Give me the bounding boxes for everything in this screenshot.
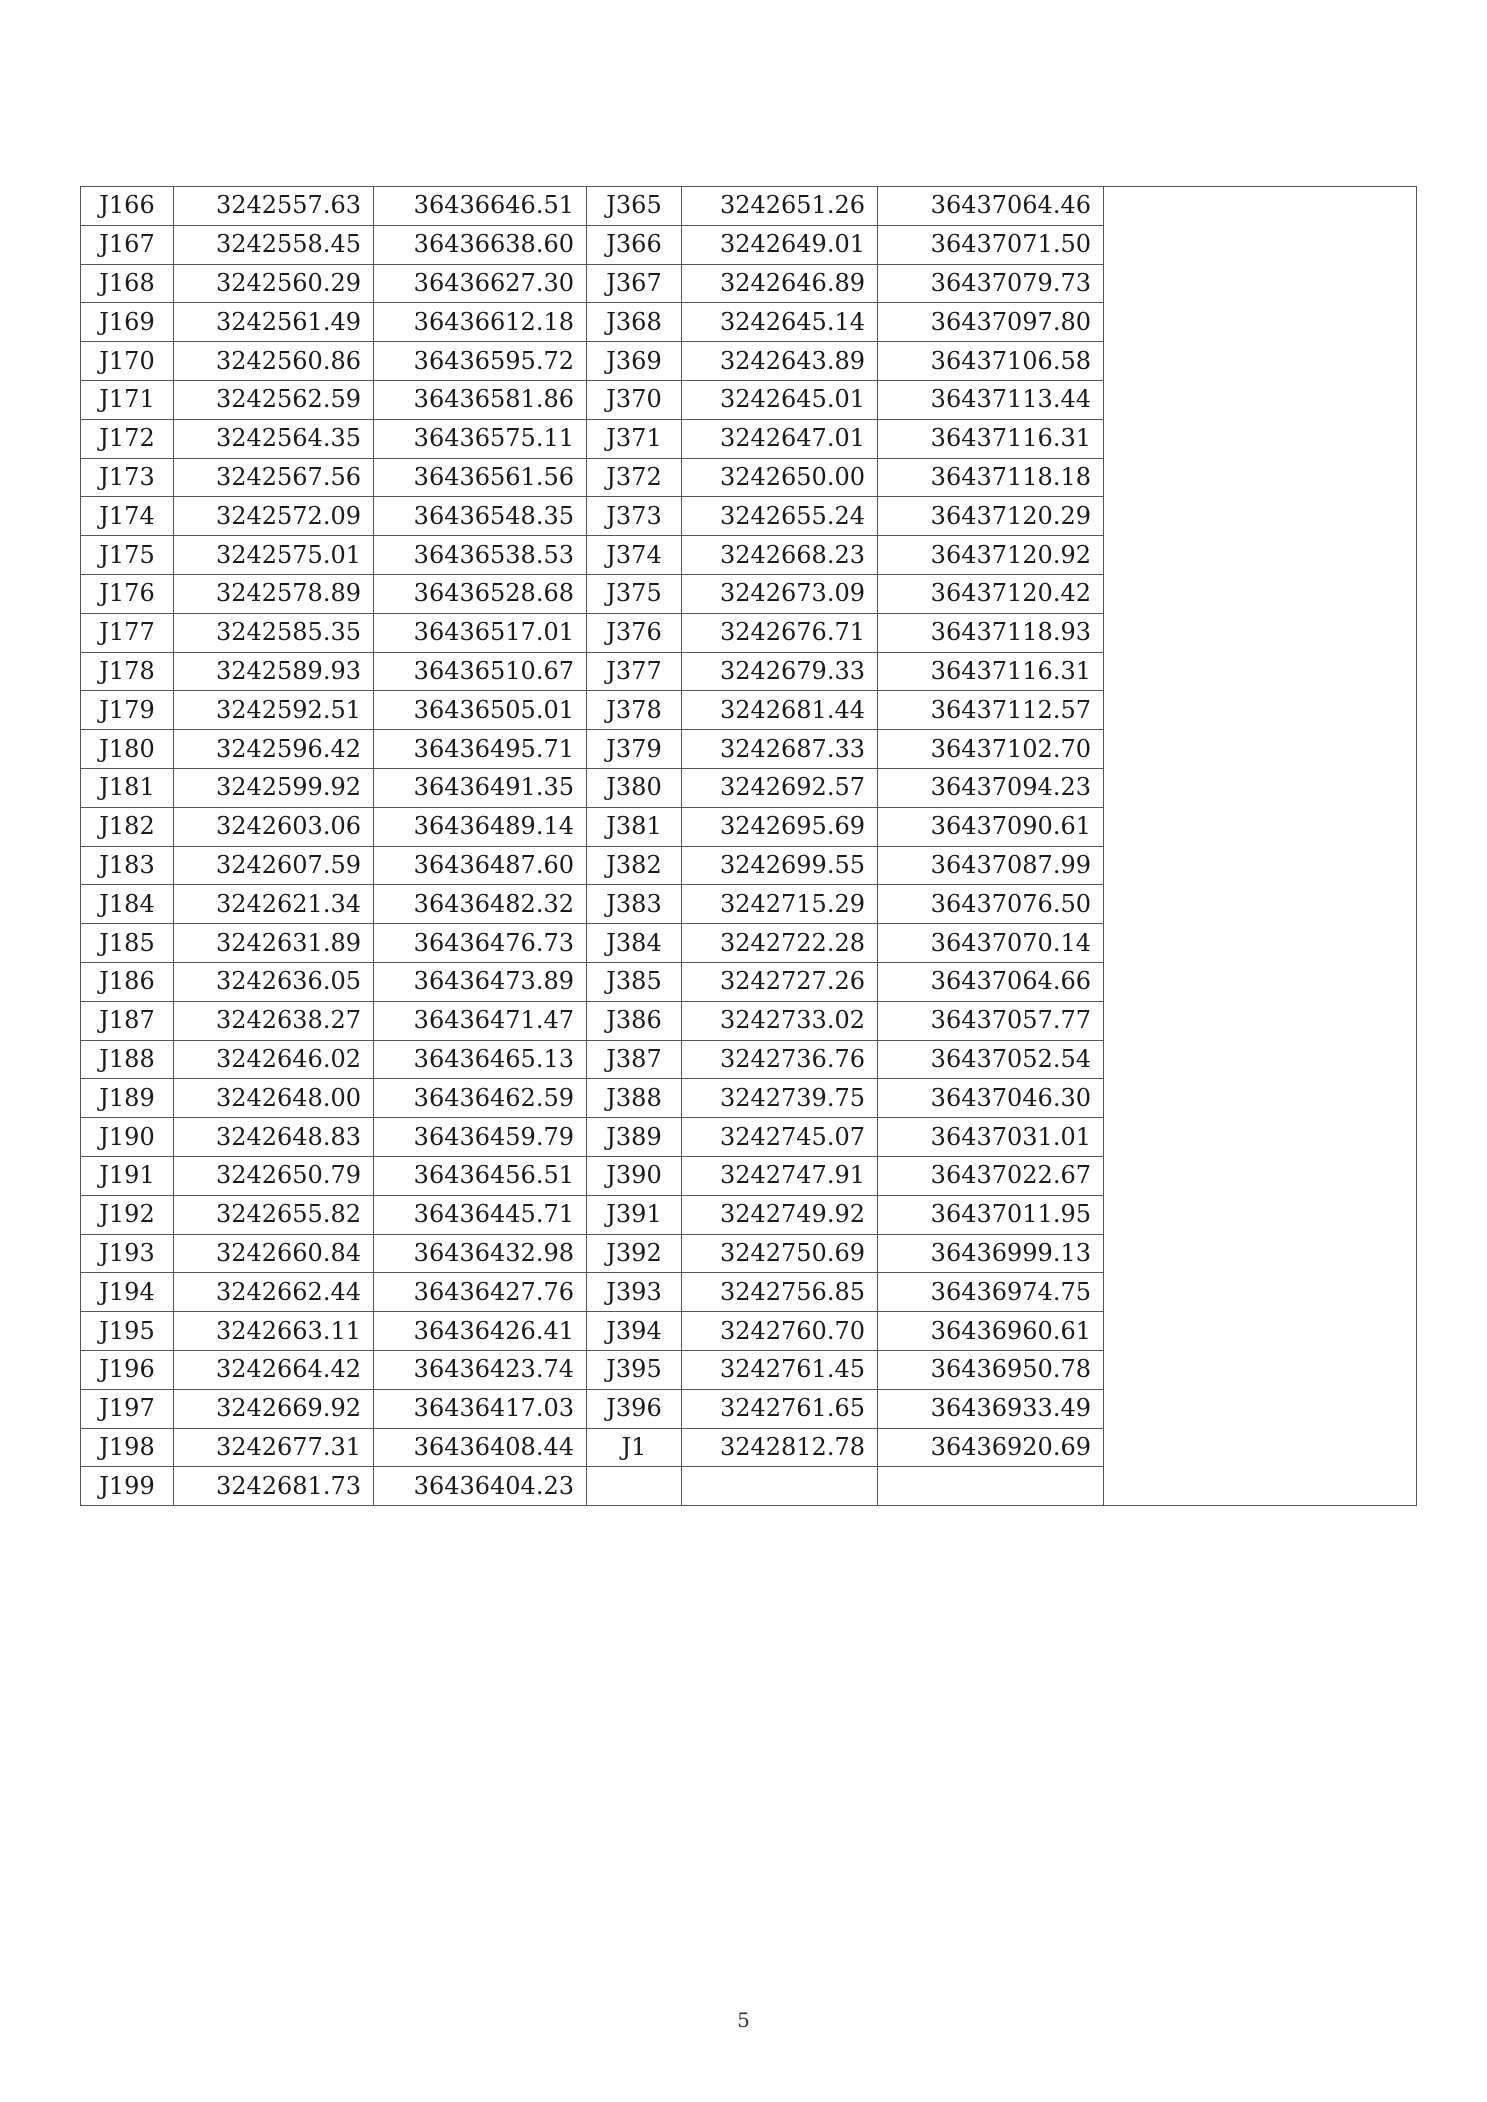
right-x-coordinate-cell: 3242739.75	[682, 1079, 878, 1118]
left-point-id-cell: J199	[81, 1467, 174, 1506]
right-y-coordinate-cell: 36437102.70	[878, 730, 1104, 769]
right-x-coordinate-cell: 3242687.33	[682, 730, 878, 769]
right-point-id-cell: J378	[587, 691, 682, 730]
right-x-coordinate-cell: 3242692.57	[682, 768, 878, 807]
left-x-coordinate-cell: 3242564.35	[174, 419, 374, 458]
left-x-coordinate-cell: 3242638.27	[174, 1001, 374, 1040]
left-point-id-cell: J171	[81, 380, 174, 419]
left-y-coordinate-cell: 36436495.71	[374, 730, 587, 769]
left-y-coordinate-cell: 36436456.51	[374, 1156, 587, 1195]
right-x-coordinate-cell: 3242760.70	[682, 1312, 878, 1351]
right-y-coordinate-cell: 36437106.58	[878, 342, 1104, 381]
left-point-id-cell: J184	[81, 885, 174, 924]
left-y-coordinate-cell: 36436408.44	[374, 1428, 587, 1467]
right-x-coordinate-cell: 3242733.02	[682, 1001, 878, 1040]
right-x-coordinate-cell: 3242756.85	[682, 1273, 878, 1312]
right-x-coordinate-cell: 3242727.26	[682, 962, 878, 1001]
right-x-coordinate-cell: 3242695.69	[682, 807, 878, 846]
coordinate-table-body	[81, 187, 1417, 1506]
right-point-id-cell: J375	[587, 574, 682, 613]
left-y-coordinate-cell: 36436423.74	[374, 1350, 587, 1389]
left-point-id-cell: J168	[81, 264, 174, 303]
right-y-coordinate-cell: 36437112.57	[878, 691, 1104, 730]
left-y-coordinate-cell: 36436538.53	[374, 536, 587, 575]
right-point-id-cell: J385	[587, 962, 682, 1001]
left-point-id-cell: J190	[81, 1118, 174, 1157]
right-y-coordinate-cell: 36437087.99	[878, 846, 1104, 885]
right-point-id-cell: J1	[587, 1428, 682, 1467]
right-x-coordinate-cell: 3242715.29	[682, 885, 878, 924]
right-y-coordinate-cell: 36437076.50	[878, 885, 1104, 924]
right-x-coordinate-cell: 3242749.92	[682, 1195, 878, 1234]
right-point-id-cell: J380	[587, 768, 682, 807]
left-y-coordinate-cell: 36436445.71	[374, 1195, 587, 1234]
left-x-coordinate-cell: 3242578.89	[174, 574, 374, 613]
left-x-coordinate-cell: 3242660.84	[174, 1234, 374, 1273]
left-x-coordinate-cell: 3242631.89	[174, 924, 374, 963]
left-y-coordinate-cell: 36436491.35	[374, 768, 587, 807]
right-x-coordinate-cell: 3242761.65	[682, 1389, 878, 1428]
left-y-coordinate-cell: 36436487.60	[374, 846, 587, 885]
right-y-coordinate-cell: 36437046.30	[878, 1079, 1104, 1118]
left-y-coordinate-cell: 36436427.76	[374, 1273, 587, 1312]
right-y-coordinate-cell: 36437064.66	[878, 962, 1104, 1001]
left-x-coordinate-cell: 3242655.82	[174, 1195, 374, 1234]
right-y-coordinate-cell: 36436960.61	[878, 1312, 1104, 1351]
right-x-coordinate-cell: 3242679.33	[682, 652, 878, 691]
right-point-id-cell: J379	[587, 730, 682, 769]
left-x-coordinate-cell: 3242562.59	[174, 380, 374, 419]
right-x-coordinate-cell: 3242646.89	[682, 264, 878, 303]
left-point-id-cell: J186	[81, 962, 174, 1001]
right-y-coordinate-cell: 36436950.78	[878, 1350, 1104, 1389]
left-y-coordinate-cell: 36436548.35	[374, 497, 587, 536]
right-y-coordinate-cell	[878, 1467, 1104, 1506]
left-y-coordinate-cell: 36436473.89	[374, 962, 587, 1001]
right-y-coordinate-cell: 36437120.42	[878, 574, 1104, 613]
left-y-coordinate-cell: 36436510.67	[374, 652, 587, 691]
left-point-id-cell: J176	[81, 574, 174, 613]
right-point-id-cell: J391	[587, 1195, 682, 1234]
left-x-coordinate-cell: 3242648.00	[174, 1079, 374, 1118]
right-point-id-cell: J396	[587, 1389, 682, 1428]
right-y-coordinate-cell: 36436974.75	[878, 1273, 1104, 1312]
right-x-coordinate-cell: 3242655.24	[682, 497, 878, 536]
right-point-id-cell: J394	[587, 1312, 682, 1351]
left-x-coordinate-cell: 3242650.79	[174, 1156, 374, 1195]
right-x-coordinate-cell: 3242645.14	[682, 303, 878, 342]
right-point-id-cell: J376	[587, 613, 682, 652]
right-y-coordinate-cell: 36437031.01	[878, 1118, 1104, 1157]
right-point-id-cell: J392	[587, 1234, 682, 1273]
right-x-coordinate-cell: 3242676.71	[682, 613, 878, 652]
left-point-id-cell: J195	[81, 1312, 174, 1351]
left-point-id-cell: J188	[81, 1040, 174, 1079]
right-x-coordinate-cell: 3242812.78	[682, 1428, 878, 1467]
right-y-coordinate-cell: 36437118.93	[878, 613, 1104, 652]
right-y-coordinate-cell: 36437071.50	[878, 225, 1104, 264]
left-y-coordinate-cell: 36436482.32	[374, 885, 587, 924]
right-y-coordinate-cell: 36436920.69	[878, 1428, 1104, 1467]
right-y-coordinate-cell: 36436999.13	[878, 1234, 1104, 1273]
left-point-id-cell: J196	[81, 1350, 174, 1389]
right-x-coordinate-cell: 3242747.91	[682, 1156, 878, 1195]
left-point-id-cell: J185	[81, 924, 174, 963]
left-point-id-cell: J198	[81, 1428, 174, 1467]
left-y-coordinate-cell: 36436476.73	[374, 924, 587, 963]
right-x-coordinate-cell: 3242668.23	[682, 536, 878, 575]
right-point-id-cell: J383	[587, 885, 682, 924]
left-x-coordinate-cell: 3242585.35	[174, 613, 374, 652]
right-y-coordinate-cell: 36437090.61	[878, 807, 1104, 846]
right-point-id-cell: J373	[587, 497, 682, 536]
right-point-id-cell: J393	[587, 1273, 682, 1312]
left-y-coordinate-cell: 36436471.47	[374, 1001, 587, 1040]
left-y-coordinate-cell: 36436459.79	[374, 1118, 587, 1157]
right-y-coordinate-cell: 36437113.44	[878, 380, 1104, 419]
right-x-coordinate-cell: 3242750.69	[682, 1234, 878, 1273]
left-point-id-cell: J183	[81, 846, 174, 885]
left-x-coordinate-cell: 3242664.42	[174, 1350, 374, 1389]
right-point-id-cell: J367	[587, 264, 682, 303]
left-y-coordinate-cell: 36436595.72	[374, 342, 587, 381]
right-y-coordinate-cell: 36437070.14	[878, 924, 1104, 963]
coordinate-table	[80, 186, 1417, 1506]
right-point-id-cell: J370	[587, 380, 682, 419]
right-point-id-cell: J390	[587, 1156, 682, 1195]
table-row	[81, 187, 1417, 226]
right-x-coordinate-cell: 3242651.26	[682, 187, 878, 226]
left-point-id-cell: J178	[81, 652, 174, 691]
left-point-id-cell: J180	[81, 730, 174, 769]
left-x-coordinate-cell: 3242557.63	[174, 187, 374, 226]
right-x-coordinate-cell: 3242699.55	[682, 846, 878, 885]
left-y-coordinate-cell: 36436432.98	[374, 1234, 587, 1273]
right-y-coordinate-cell: 36437079.73	[878, 264, 1104, 303]
left-x-coordinate-cell: 3242560.29	[174, 264, 374, 303]
right-point-id-cell	[587, 1467, 682, 1506]
left-y-coordinate-cell: 36436489.14	[374, 807, 587, 846]
right-y-coordinate-cell: 36437118.18	[878, 458, 1104, 497]
right-point-id-cell: J381	[587, 807, 682, 846]
right-point-id-cell: J387	[587, 1040, 682, 1079]
right-y-coordinate-cell: 36436933.49	[878, 1389, 1104, 1428]
left-y-coordinate-cell: 36436505.01	[374, 691, 587, 730]
right-point-id-cell: J395	[587, 1350, 682, 1389]
empty-column-cell	[1104, 187, 1417, 1506]
right-x-coordinate-cell: 3242736.76	[682, 1040, 878, 1079]
left-point-id-cell: J187	[81, 1001, 174, 1040]
left-x-coordinate-cell: 3242663.11	[174, 1312, 374, 1351]
right-x-coordinate-cell: 3242745.07	[682, 1118, 878, 1157]
left-y-coordinate-cell: 36436581.86	[374, 380, 587, 419]
left-y-coordinate-cell: 36436612.18	[374, 303, 587, 342]
left-point-id-cell: J189	[81, 1079, 174, 1118]
right-y-coordinate-cell: 36437011.95	[878, 1195, 1104, 1234]
right-point-id-cell: J386	[587, 1001, 682, 1040]
left-x-coordinate-cell: 3242607.59	[174, 846, 374, 885]
right-x-coordinate-cell: 3242650.00	[682, 458, 878, 497]
right-y-coordinate-cell: 36437022.67	[878, 1156, 1104, 1195]
left-x-coordinate-cell: 3242621.34	[174, 885, 374, 924]
right-y-coordinate-cell: 36437116.31	[878, 652, 1104, 691]
right-y-coordinate-cell: 36437057.77	[878, 1001, 1104, 1040]
right-y-coordinate-cell: 36437120.92	[878, 536, 1104, 575]
right-x-coordinate-cell: 3242645.01	[682, 380, 878, 419]
left-point-id-cell: J175	[81, 536, 174, 575]
right-y-coordinate-cell: 36437094.23	[878, 768, 1104, 807]
right-point-id-cell: J382	[587, 846, 682, 885]
right-point-id-cell: J388	[587, 1079, 682, 1118]
left-point-id-cell: J170	[81, 342, 174, 381]
left-x-coordinate-cell: 3242560.86	[174, 342, 374, 381]
left-y-coordinate-cell: 36436417.03	[374, 1389, 587, 1428]
left-x-coordinate-cell: 3242596.42	[174, 730, 374, 769]
left-x-coordinate-cell: 3242599.92	[174, 768, 374, 807]
right-point-id-cell: J368	[587, 303, 682, 342]
left-x-coordinate-cell: 3242561.49	[174, 303, 374, 342]
right-y-coordinate-cell: 36437116.31	[878, 419, 1104, 458]
right-x-coordinate-cell: 3242647.01	[682, 419, 878, 458]
left-x-coordinate-cell: 3242636.05	[174, 962, 374, 1001]
left-y-coordinate-cell: 36436575.11	[374, 419, 587, 458]
left-point-id-cell: J193	[81, 1234, 174, 1273]
left-point-id-cell: J172	[81, 419, 174, 458]
right-x-coordinate-cell: 3242643.89	[682, 342, 878, 381]
right-point-id-cell: J374	[587, 536, 682, 575]
right-x-coordinate-cell: 3242673.09	[682, 574, 878, 613]
left-point-id-cell: J166	[81, 187, 174, 226]
right-y-coordinate-cell: 36437120.29	[878, 497, 1104, 536]
right-point-id-cell: J369	[587, 342, 682, 381]
left-x-coordinate-cell: 3242648.83	[174, 1118, 374, 1157]
left-y-coordinate-cell: 36436627.30	[374, 264, 587, 303]
right-y-coordinate-cell: 36437064.46	[878, 187, 1104, 226]
right-point-id-cell: J389	[587, 1118, 682, 1157]
left-point-id-cell: J182	[81, 807, 174, 846]
left-point-id-cell: J194	[81, 1273, 174, 1312]
left-y-coordinate-cell: 36436528.68	[374, 574, 587, 613]
left-point-id-cell: J169	[81, 303, 174, 342]
right-point-id-cell: J366	[587, 225, 682, 264]
right-point-id-cell: J372	[587, 458, 682, 497]
left-point-id-cell: J174	[81, 497, 174, 536]
left-y-coordinate-cell: 36436638.60	[374, 225, 587, 264]
left-point-id-cell: J191	[81, 1156, 174, 1195]
left-point-id-cell: J177	[81, 613, 174, 652]
left-point-id-cell: J197	[81, 1389, 174, 1428]
left-x-coordinate-cell: 3242646.02	[174, 1040, 374, 1079]
right-y-coordinate-cell: 36437097.80	[878, 303, 1104, 342]
page-number: 5	[737, 2008, 750, 2032]
left-point-id-cell: J179	[81, 691, 174, 730]
left-y-coordinate-cell: 36436517.01	[374, 613, 587, 652]
right-x-coordinate-cell: 3242681.44	[682, 691, 878, 730]
right-x-coordinate-cell: 3242722.28	[682, 924, 878, 963]
left-x-coordinate-cell: 3242567.56	[174, 458, 374, 497]
right-point-id-cell: J384	[587, 924, 682, 963]
left-point-id-cell: J173	[81, 458, 174, 497]
right-x-coordinate-cell: 3242761.45	[682, 1350, 878, 1389]
left-y-coordinate-cell: 36436404.23	[374, 1467, 587, 1506]
left-x-coordinate-cell: 3242677.31	[174, 1428, 374, 1467]
right-x-coordinate-cell	[682, 1467, 878, 1506]
right-point-id-cell: J371	[587, 419, 682, 458]
left-x-coordinate-cell: 3242589.93	[174, 652, 374, 691]
left-x-coordinate-cell: 3242572.09	[174, 497, 374, 536]
left-x-coordinate-cell: 3242558.45	[174, 225, 374, 264]
left-x-coordinate-cell: 3242681.73	[174, 1467, 374, 1506]
left-y-coordinate-cell: 36436465.13	[374, 1040, 587, 1079]
left-point-id-cell: J167	[81, 225, 174, 264]
left-x-coordinate-cell: 3242592.51	[174, 691, 374, 730]
left-point-id-cell: J192	[81, 1195, 174, 1234]
right-point-id-cell: J365	[587, 187, 682, 226]
right-x-coordinate-cell: 3242649.01	[682, 225, 878, 264]
left-point-id-cell: J181	[81, 768, 174, 807]
right-y-coordinate-cell: 36437052.54	[878, 1040, 1104, 1079]
right-point-id-cell: J377	[587, 652, 682, 691]
left-y-coordinate-cell: 36436561.56	[374, 458, 587, 497]
left-y-coordinate-cell: 36436646.51	[374, 187, 587, 226]
left-x-coordinate-cell: 3242575.01	[174, 536, 374, 575]
left-y-coordinate-cell: 36436462.59	[374, 1079, 587, 1118]
left-x-coordinate-cell: 3242603.06	[174, 807, 374, 846]
left-x-coordinate-cell: 3242662.44	[174, 1273, 374, 1312]
left-y-coordinate-cell: 36436426.41	[374, 1312, 587, 1351]
left-x-coordinate-cell: 3242669.92	[174, 1389, 374, 1428]
